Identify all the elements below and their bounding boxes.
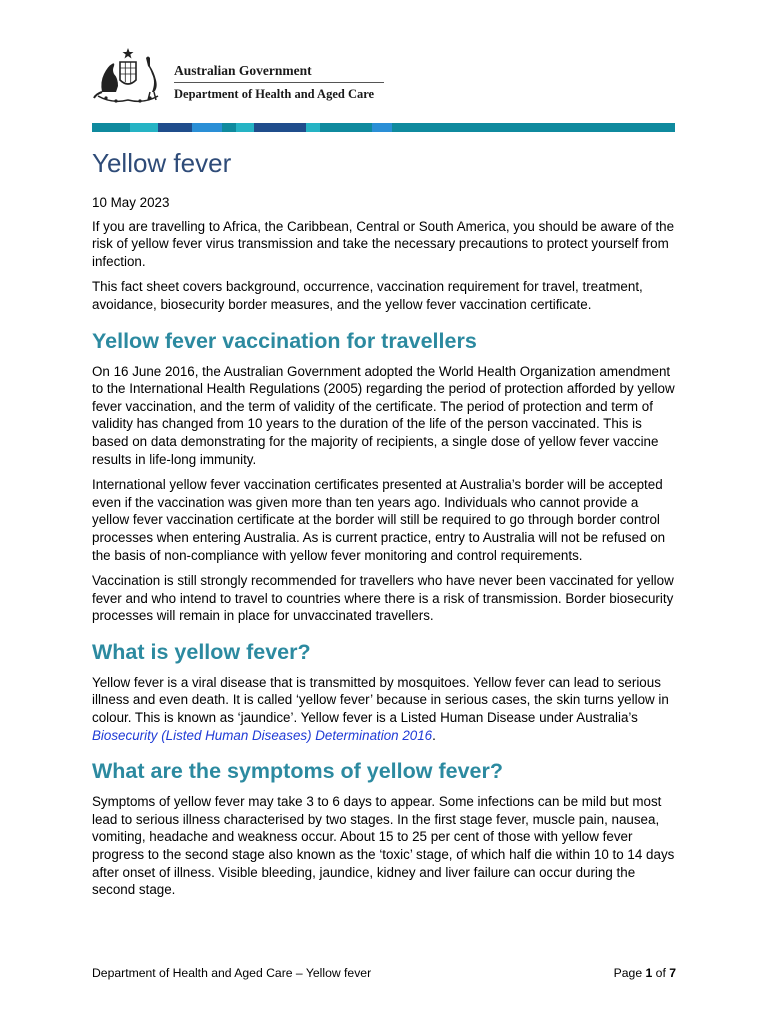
color-stripe-divider	[92, 123, 675, 132]
document-body	[92, 146, 676, 907]
page-title: Yellow fever	[92, 148, 232, 178]
header-rule	[174, 82, 384, 83]
intro-paragraph: If you are travelling to Africa, the Caribbean, Central or South America, you should be aware of the risk of yellow fever virus transmission and take the necessary precautions to protect yourself from infection.	[92, 218, 675, 269]
section-heading-what-is: What is yellow fever?	[92, 639, 311, 664]
vaccination-paragraph: International yellow fever vaccination certificates presented at Australia’s border will be accepted even if the vaccination was given more than ten years ago. Individuals who cannot provide a yellow fever vaccination certificate at the border will still be required to go through border control processes when entering Australia. As is current practice, entry to Australia will not be refused on the basis of non-compliance with yellow fever monitoring and control requirements.	[92, 477, 666, 563]
vaccination-paragraph: Vaccination is still strongly recommended for travellers who have never been vaccinated for yellow fever and who intend to travel to countries where there is a risk of transmission. Border biosecurity processes will remain in place for unvaccinated travellers.	[92, 573, 674, 624]
page-total: 7	[669, 966, 676, 980]
what-is-text-end: .	[432, 727, 436, 743]
page-header	[92, 44, 675, 114]
page-footer	[92, 963, 676, 983]
organisation-name	[174, 62, 384, 102]
coat-of-arms-logo	[92, 46, 164, 106]
intro-paragraph: This fact sheet covers background, occurrence, vaccination requirement for travel, treatment, avoidance, biosecurity border measures, and the yellow fever vaccination certificate.	[92, 279, 643, 312]
section-heading-symptoms: What are the symptoms of yellow fever?	[92, 759, 503, 784]
vaccination-paragraph: On 16 June 2016, the Australian Government adopted the World Health Organization amendment to the International Health Regulations (2005) regarding the period of protection afforded by yellow fever vaccination, and the term of validity of the certificate. The period of protection and term of validity has changed from 10 years to the duration of the life of the person vaccinated. This is based on data demonstrating for the majority of recipients, a single dose of yellow fever vaccine results in life-long immunity.	[92, 363, 675, 467]
what-is-text: Yellow fever is a viral disease that is transmitted by mosquitoes. Yellow fever can lead to serious illness and even death. It is called ‘yellow fever’ because in serious cases, the skin turns yellow in colour. This is known as ‘jaundice’. Yellow fever is a Listed Human Disease under Australia’s	[92, 674, 669, 726]
publication-date: 10 May 2023	[92, 195, 170, 210]
footer-title: Department of Health and Aged Care – Yellow fever	[92, 966, 372, 980]
government-name: Australian Government	[174, 63, 312, 78]
page-label: Page	[613, 966, 646, 980]
page-of: of	[652, 966, 670, 980]
biosecurity-determination-link[interactable]: Biosecurity (Listed Human Diseases) Determination 2016	[92, 727, 433, 743]
section-heading-vaccination: Yellow fever vaccination for travellers	[92, 328, 477, 353]
department-name: Department of Health and Aged Care	[174, 87, 375, 101]
page-current: 1	[645, 966, 653, 980]
symptoms-paragraph: Symptoms of yellow fever may take 3 to 6 days to appear. Some infections can be mild but most lead to serious illness characterised by two stages. In the first stage fever, muscle pain, nausea, vomiting, headache and weakness occur. About 15 to 25 per cent of those with yellow fever progress to the second stage also known as the ‘toxic’ stage, of which half die within 10 to 14 days after onset of illness. Visible bleeding, jaundice, kidney and liver failure can occur during the second stage.	[92, 794, 675, 898]
page-number	[614, 963, 676, 983]
what-is-paragraph	[92, 674, 676, 744]
